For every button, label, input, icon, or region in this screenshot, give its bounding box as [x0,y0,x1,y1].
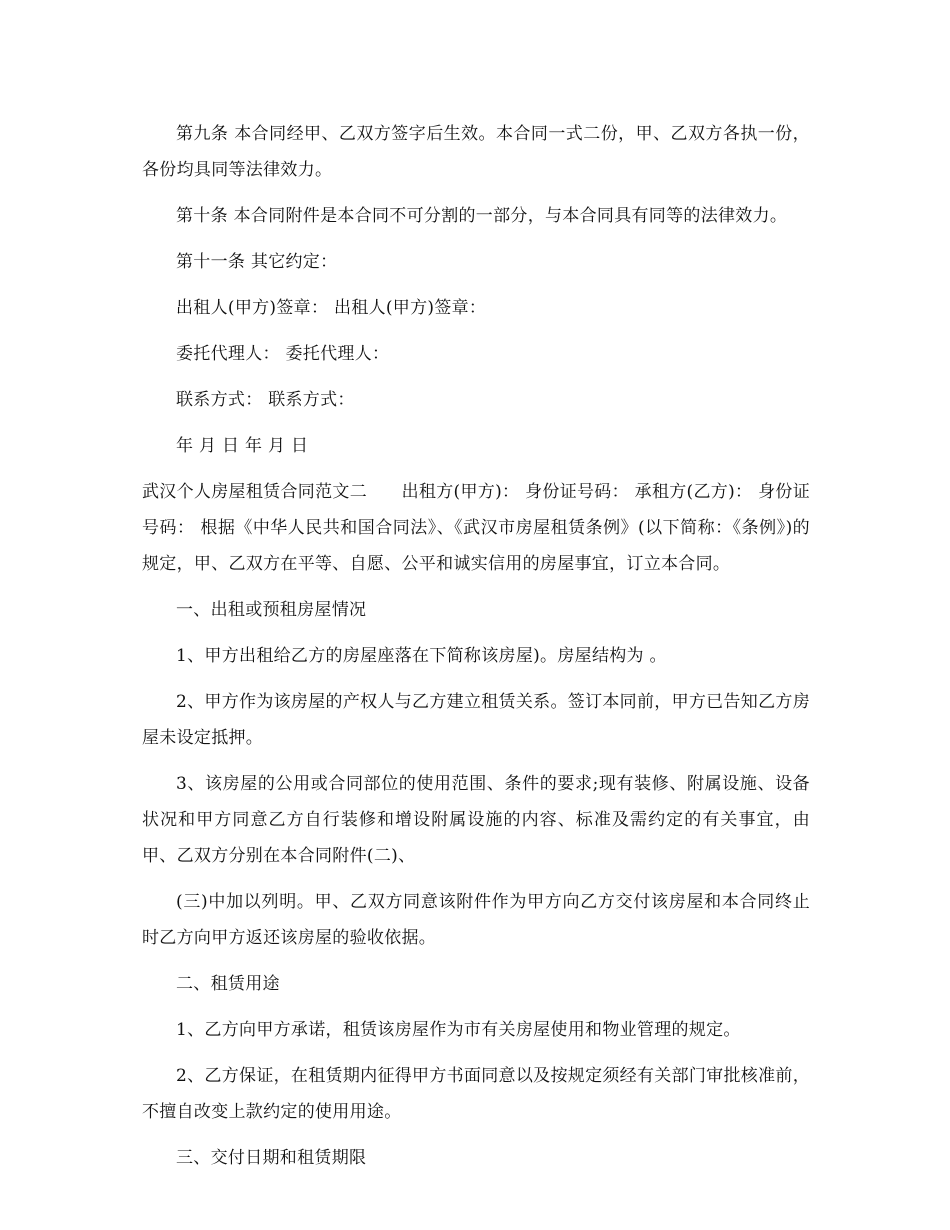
agent-line: 委托代理人： 委托代理人： [176,344,390,364]
section-1-item-2: 2、甲方作为该房屋的产权人与乙方建立租赁关系。签订本同前，甲方已告知乙方房屋未设定抵押。 [142,692,810,748]
section-2-heading: 二、租赁用途 [176,974,280,994]
section-2-item-2: 2、乙方保证，在租赁期内征得甲方书面同意以及按规定须经有关部门审批核准前，不擅自改变上款约定的使用用途。 [142,1066,810,1122]
contact-line: 联系方式： 联系方式： [176,390,355,410]
lessor-signature-line: 出租人(甲方)签章： 出租人(甲方)签章： [176,298,487,318]
section-1-heading: 一、出租或预租房屋情况 [176,600,367,620]
document-body [142,116,810,1186]
section-1-item-1: 1、甲方出租给乙方的房屋座落在下简称该房屋)。房屋结构为 。 [176,646,667,666]
contract-two-intro: 武汉个人房屋租赁合同范文二 出租方(甲方)： 身份证号码： 承租方(乙方)： 身份证号码： 根据《中华人民共和国合同法》、《武汉市房屋租赁条例》(以下简称：《条例》)的规定，甲、乙双方在平等、自愿、公平和诚实信用的房屋事宜，订立本合同。 [142,482,810,574]
section-1-item-3-cont: (三)中加以列明。甲、乙双方同意该附件作为甲方向乙方交付该房屋和本合同终止时乙方向甲方返还该房屋的验收依据。 [142,892,810,948]
section-1-item-3: 3、该房屋的公用或合同部位的使用范围、条件的要求;现有装修、附属设施、设备状况和甲方同意乙方自行装修和增设附属设施的内容、标准及需约定的有关事宜，由甲、乙双方分别在本合同附件(二)、 [142,774,810,866]
clause-10: 第十条 本合同附件是本合同不可分割的一部分，与本合同具有同等的法律效力。 [176,206,788,226]
section-2-item-1: 1、乙方向甲方承诺，租赁该房屋作为市有关房屋使用和物业管理的规定。 [176,1020,741,1040]
section-3-heading: 三、交付日期和租赁期限 [176,1148,367,1168]
clause-11-heading: 第十一条 其它约定： [176,252,338,272]
clause-9: 第九条 本合同经甲、乙双方签字后生效。本合同一式二份，甲、乙双方各执一份，各份均具同等法律效力。 [142,124,810,180]
date-line: 年 月 日 年 月 日 [176,436,309,456]
